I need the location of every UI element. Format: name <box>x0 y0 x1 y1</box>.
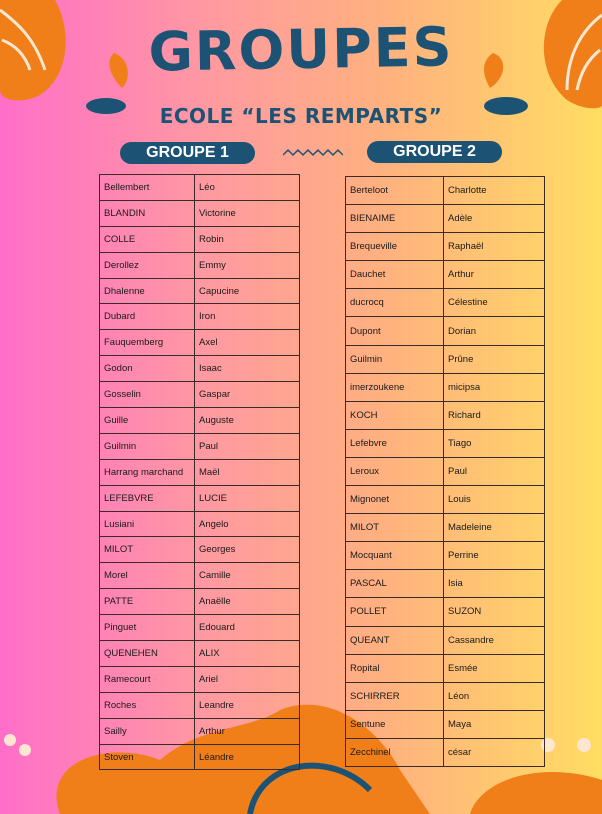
first-name-cell: Arthur <box>195 718 300 744</box>
first-name-cell: Isaac <box>195 356 300 382</box>
last-name-cell: Dupont <box>346 317 444 345</box>
last-name-cell: Sentune <box>346 710 444 738</box>
last-name-cell: Berteloot <box>346 177 444 205</box>
first-name-cell: Arthur <box>444 261 545 289</box>
table-row <box>100 718 300 744</box>
last-name-cell: Zecchinel <box>346 738 444 766</box>
page-title: GROUPES <box>147 15 455 84</box>
last-name-cell: Brequeville <box>346 233 444 261</box>
first-name-cell: Charlotte <box>444 177 545 205</box>
last-name-cell: PASCAL <box>346 570 444 598</box>
first-name-cell: Léon <box>444 682 545 710</box>
first-name-cell: Ariel <box>195 666 300 692</box>
groupe2-table <box>345 176 545 767</box>
table-row <box>100 356 300 382</box>
first-name-cell: Victorine <box>195 200 300 226</box>
table-row <box>346 261 545 289</box>
table-row <box>346 710 545 738</box>
last-name-cell: Bellembert <box>100 175 195 201</box>
first-name-cell: Perrine <box>444 542 545 570</box>
first-name-cell: Capucine <box>195 278 300 304</box>
last-name-cell: Mocquant <box>346 542 444 570</box>
first-name-cell: Leandre <box>195 692 300 718</box>
first-name-cell: Cassandre <box>444 626 545 654</box>
last-name-cell: BIENAIME <box>346 205 444 233</box>
table-row <box>100 226 300 252</box>
first-name-cell: Camille <box>195 563 300 589</box>
table-row <box>100 511 300 537</box>
first-name-cell: Maya <box>444 710 545 738</box>
last-name-cell: Morel <box>100 563 195 589</box>
first-name-cell: Iron <box>195 304 300 330</box>
last-name-cell: Guille <box>100 408 195 434</box>
table-row <box>346 345 545 373</box>
last-name-cell: Dubard <box>100 304 195 330</box>
table-row <box>346 598 545 626</box>
last-name-cell: Ramecourt <box>100 666 195 692</box>
table-row <box>346 429 545 457</box>
first-name-cell: Dorian <box>444 317 545 345</box>
first-name-cell: Georges <box>195 537 300 563</box>
table-row <box>100 641 300 667</box>
last-name-cell: QUEANT <box>346 626 444 654</box>
table-row <box>346 457 545 485</box>
last-name-cell: Guilmin <box>100 433 195 459</box>
table-row <box>346 233 545 261</box>
table-row <box>100 485 300 511</box>
table-row <box>100 589 300 615</box>
last-name-cell: Sailly <box>100 718 195 744</box>
last-name-cell: Fauquemberg <box>100 330 195 356</box>
last-name-cell: Guilmin <box>346 345 444 373</box>
table-row <box>346 626 545 654</box>
first-name-cell: micipsa <box>444 373 545 401</box>
table-row <box>100 692 300 718</box>
last-name-cell: Godon <box>100 356 195 382</box>
table-row <box>346 738 545 766</box>
first-name-cell: Edouard <box>195 615 300 641</box>
table-row <box>100 744 300 770</box>
last-name-cell: MILOT <box>346 514 444 542</box>
table-row <box>346 373 545 401</box>
last-name-cell: Harrang marchand <box>100 459 195 485</box>
table-row <box>100 382 300 408</box>
first-name-cell: Emmy <box>195 252 300 278</box>
last-name-cell: Ropital <box>346 654 444 682</box>
zigzag-decoration <box>283 147 343 161</box>
first-name-cell: Paul <box>195 433 300 459</box>
last-name-cell: Pinguet <box>100 615 195 641</box>
last-name-cell: Leroux <box>346 457 444 485</box>
table-row <box>100 563 300 589</box>
table-row <box>100 175 300 201</box>
first-name-cell: SUZON <box>444 598 545 626</box>
table-row <box>346 289 545 317</box>
first-name-cell: Auguste <box>195 408 300 434</box>
last-name-cell: QUENEHEN <box>100 641 195 667</box>
table-row <box>346 486 545 514</box>
table-row <box>100 408 300 434</box>
first-name-cell: Gaspar <box>195 382 300 408</box>
first-name-cell: ALIX <box>195 641 300 667</box>
table-row <box>346 177 545 205</box>
last-name-cell: MILOT <box>100 537 195 563</box>
first-name-cell: Paul <box>444 457 545 485</box>
first-name-cell: Axel <box>195 330 300 356</box>
last-name-cell: Lefebvre <box>346 429 444 457</box>
groupe1-table <box>99 174 300 770</box>
last-name-cell: Stoven <box>100 744 195 770</box>
first-name-cell: Madeleine <box>444 514 545 542</box>
first-name-cell: Maël <box>195 459 300 485</box>
first-name-cell: Robin <box>195 226 300 252</box>
last-name-cell: KOCH <box>346 401 444 429</box>
last-name-cell: COLLE <box>100 226 195 252</box>
last-name-cell: POLLET <box>346 598 444 626</box>
first-name-cell: Prûne <box>444 345 545 373</box>
last-name-cell: Roches <box>100 692 195 718</box>
table-row <box>346 514 545 542</box>
first-name-cell: Angelo <box>195 511 300 537</box>
table-row <box>100 252 300 278</box>
last-name-cell: Dauchet <box>346 261 444 289</box>
groupe1-label: GROUPE 1 <box>120 142 255 164</box>
first-name-cell: Adèle <box>444 205 545 233</box>
first-name-cell: Célestine <box>444 289 545 317</box>
first-name-cell: Léandre <box>195 744 300 770</box>
groupe2-label: GROUPE 2 <box>367 141 502 163</box>
last-name-cell: imerzoukene <box>346 373 444 401</box>
last-name-cell: ducrocq <box>346 289 444 317</box>
last-name-cell: LEFEBVRE <box>100 485 195 511</box>
first-name-cell: Louis <box>444 486 545 514</box>
table-row <box>100 615 300 641</box>
table-row <box>346 401 545 429</box>
first-name-cell: LUCIE <box>195 485 300 511</box>
table-row <box>100 278 300 304</box>
last-name-cell: BLANDIN <box>100 200 195 226</box>
first-name-cell: Anaëlle <box>195 589 300 615</box>
table-row <box>100 537 300 563</box>
last-name-cell: Gosselin <box>100 382 195 408</box>
table-row <box>100 459 300 485</box>
last-name-cell: SCHIRRER <box>346 682 444 710</box>
table-row <box>346 317 545 345</box>
page-subtitle: ECOLE “LES REMPARTS” <box>159 104 443 128</box>
table-row <box>346 654 545 682</box>
table-row <box>346 682 545 710</box>
first-name-cell: Léo <box>195 175 300 201</box>
first-name-cell: Richard <box>444 401 545 429</box>
table-row <box>100 200 300 226</box>
last-name-cell: PATTE <box>100 589 195 615</box>
table-row <box>346 570 545 598</box>
first-name-cell: Raphaël <box>444 233 545 261</box>
table-row <box>346 205 545 233</box>
first-name-cell: Isia <box>444 570 545 598</box>
last-name-cell: Derollez <box>100 252 195 278</box>
last-name-cell: Dhalenne <box>100 278 195 304</box>
table-row <box>346 542 545 570</box>
first-name-cell: Esmée <box>444 654 545 682</box>
table-row <box>100 304 300 330</box>
first-name-cell: Tiago <box>444 429 545 457</box>
first-name-cell: césar <box>444 738 545 766</box>
last-name-cell: Lusiani <box>100 511 195 537</box>
last-name-cell: Mignonet <box>346 486 444 514</box>
table-row <box>100 330 300 356</box>
table-row <box>100 666 300 692</box>
table-row <box>100 433 300 459</box>
